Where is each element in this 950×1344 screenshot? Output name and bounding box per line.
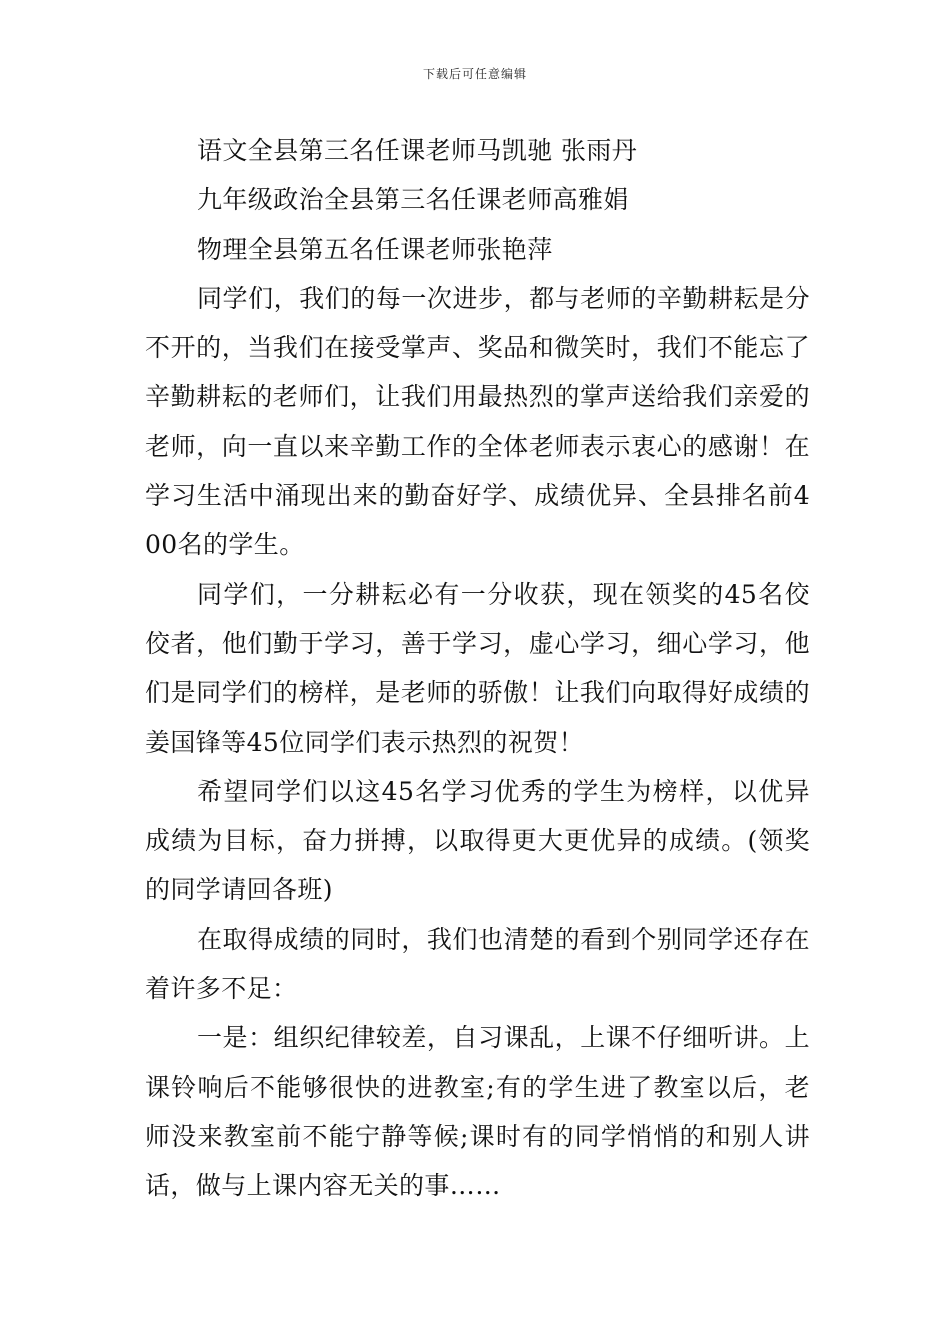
paragraph-thanks-teachers: 同学们，我们的每一次进步，都与老师的辛勤耕耘是分不开的，当我们在接受掌声、奖品和微笑时，我们不能忘了辛勤耕耘的老师们，让我们用最热烈的掌声送给我们亲爱的老师，向一直以来辛勤工作的全体老师表示衷心的感谢！在学习生活中涌现出来的勤奋好学、成绩优异、全县排名前400名的学生。 — [145, 283, 810, 560]
document-body — [145, 126, 810, 1211]
paragraph-award-winners: 同学们，一分耕耘必有一分收获，现在领奖的45名佼佼者，他们勤于学习，善于学习，虚心学习，细心学习，他们是同学们的榜样，是老师的骄傲！让我们向取得好成绩的姜国锋等45位同学们表示热烈的祝贺！ — [145, 579, 810, 757]
paragraph-chinese-teacher: 语文全县第三名任课老师马凯驰 张雨丹 — [197, 136, 638, 165]
page-header: 下载后可任意编辑 — [422, 67, 527, 81]
paragraph-physics-teacher: 物理全县第五名任课老师张艳萍 — [197, 234, 553, 264]
paragraph-discipline: 一是：组织纪律较差，自习课乱，上课不仔细听讲。上课铃响后不能够很快的进教室;有的学生进了教室以后，老师没来教室前不能宁静等候;课时有的同学悄悄的和别人讲话，做与上课内容无关的事…… — [145, 1023, 810, 1201]
paragraph-politics-teacher: 九年级政治全县第三名任课老师高雅娟 — [197, 185, 629, 215]
paragraph-hope: 希望同学们以这45名学习优秀的学生为榜样，以优异成绩为目标，奋力拼搏，以取得更大更优异的成绩。(领奖的同学请回各班) — [145, 776, 810, 905]
paragraph-shortcomings: 在取得成绩的同时，我们也清楚的看到个别同学还存在着许多不足： — [145, 924, 810, 1004]
